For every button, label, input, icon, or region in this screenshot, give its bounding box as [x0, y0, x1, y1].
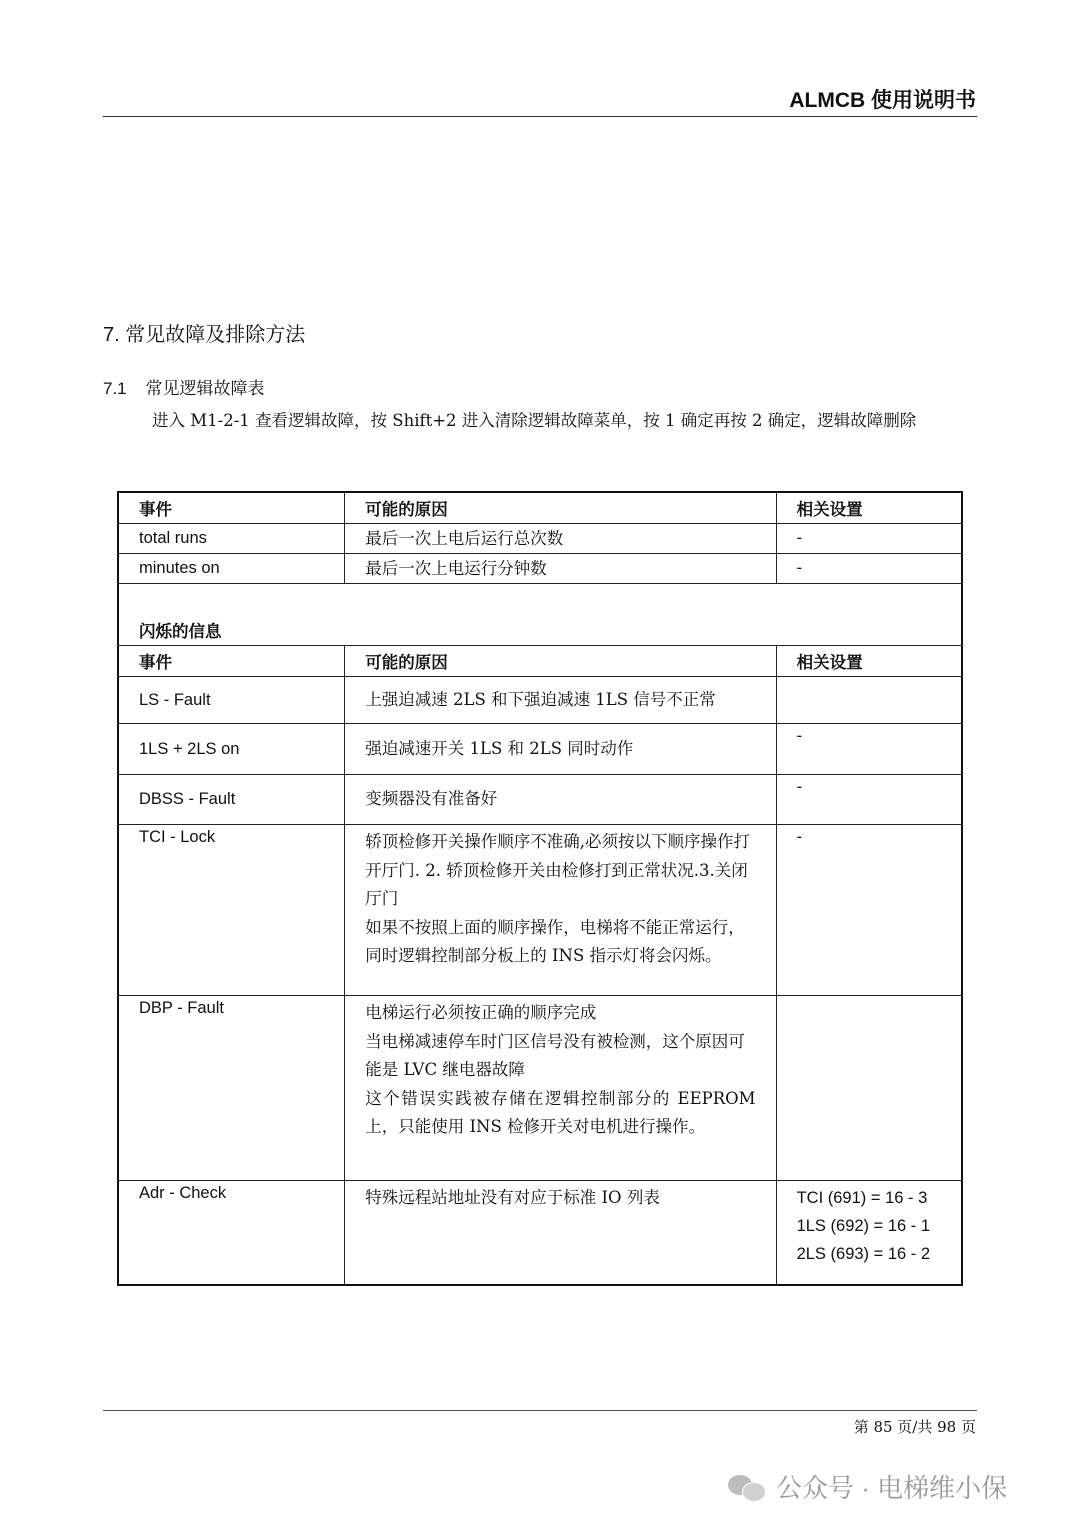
- header-cause: 可能的原因: [345, 492, 776, 524]
- event-cell: DBSS - Fault: [118, 775, 345, 825]
- flash-section-label: 闪烁的信息: [118, 615, 962, 646]
- cause-line: 当电梯减速停车时门区信号没有被检测，这个原因可能是 LVC 继电器故障: [365, 1031, 745, 1079]
- cause-cell: 最后一次上电运行分钟数: [345, 554, 776, 584]
- table-row: [118, 677, 962, 724]
- table-row: [118, 775, 962, 825]
- cause-cell: 上强迫减速 2LS 和下强迫减速 1LS 信号不正常: [345, 677, 776, 724]
- intro-paragraph: 进入 M1-2-1 查看逻辑故障，按 Shift+2 进入清除逻辑故障菜单，按 1 确定再按 2 确定，逻辑故障删除: [152, 411, 917, 430]
- footer-divider: [103, 1410, 977, 1411]
- event-cell: total runs: [118, 524, 345, 554]
- table-row: [118, 825, 962, 996]
- wechat-icon: [728, 1473, 766, 1501]
- table-header-row: [118, 646, 962, 677]
- header-divider: [103, 116, 977, 117]
- flash-section-row: [118, 615, 962, 646]
- header-event: 事件: [118, 646, 345, 677]
- event-cell: DBP - Fault: [118, 996, 345, 1181]
- event-cell: TCI - Lock: [118, 825, 345, 996]
- setting-cell: -: [776, 775, 962, 825]
- cause-cell: 最后一次上电后运行总次数: [345, 524, 776, 554]
- table-row: [118, 996, 962, 1181]
- cause-cell: [345, 825, 776, 996]
- watermark-text: 公众号 · 电梯维小保: [776, 1473, 1008, 1503]
- header-cause: 可能的原因: [345, 646, 776, 677]
- subsection-label: 常见逻辑故障表: [145, 379, 265, 398]
- setting-line: 1LS (692) = 16 - 1: [796, 1217, 931, 1235]
- header-setting: 相关设置: [776, 492, 962, 524]
- cause-line: 这个错误实践被存储在逻辑控制部分的 EEPROM 上，只能使用 INS 检修开关对电机进行操作。: [365, 1088, 756, 1136]
- document-title: ALMCB 使用说明书: [789, 89, 976, 112]
- table-row: [118, 554, 962, 584]
- cause-cell: 强迫减速开关 1LS 和 2LS 同时动作: [345, 724, 776, 775]
- setting-cell: -: [776, 554, 962, 584]
- subsection-number: 7.1: [103, 379, 127, 398]
- header-setting: 相关设置: [776, 646, 962, 677]
- setting-cell: [776, 996, 962, 1181]
- setting-line: TCI (691) = 16 - 3: [796, 1189, 928, 1207]
- watermark: [728, 1468, 1007, 1505]
- event-cell: 1LS + 2LS on: [118, 724, 345, 775]
- setting-cell: -: [776, 524, 962, 554]
- event-cell: Adr - Check: [118, 1181, 345, 1285]
- subsection-title: [103, 374, 265, 399]
- cause-line: 如果不按照上面的顺序操作，电梯将不能正常运行，同时逻辑控制部分板上的 INS 指示灯将会闪烁。: [365, 917, 745, 965]
- header-event: 事件: [118, 492, 345, 524]
- setting-cell: -: [776, 724, 962, 775]
- event-cell: minutes on: [118, 554, 345, 584]
- setting-cell: [776, 677, 962, 724]
- logic-fault-table: [117, 491, 963, 1286]
- setting-line: 2LS (693) = 16 - 2: [796, 1245, 931, 1263]
- cause-line: 轿顶检修开关操作顺序不准确,必须按以下顺序操作打开厅门. 2. 轿顶检修开关由检修打到正常状况.3.关闭厅门: [365, 832, 751, 908]
- table-header-row: [118, 492, 962, 524]
- setting-cell: -: [776, 825, 962, 996]
- table-row: [118, 1181, 962, 1285]
- cause-cell: 变频器没有准备好: [345, 775, 776, 825]
- cause-line: 电梯运行必须按正确的顺序完成: [365, 1003, 597, 1022]
- page-number: 第 85 页/共 98 页: [853, 1418, 976, 1436]
- cause-cell: 特殊远程站地址没有对应于标准 IO 列表: [345, 1181, 776, 1285]
- event-cell: LS - Fault: [118, 677, 345, 724]
- table-row: [118, 724, 962, 775]
- cause-cell: [345, 996, 776, 1181]
- setting-cell: [776, 1181, 962, 1285]
- table-row: [118, 524, 962, 554]
- section-title: 7. 常见故障及排除方法: [103, 324, 306, 346]
- table-spacer: [118, 584, 962, 616]
